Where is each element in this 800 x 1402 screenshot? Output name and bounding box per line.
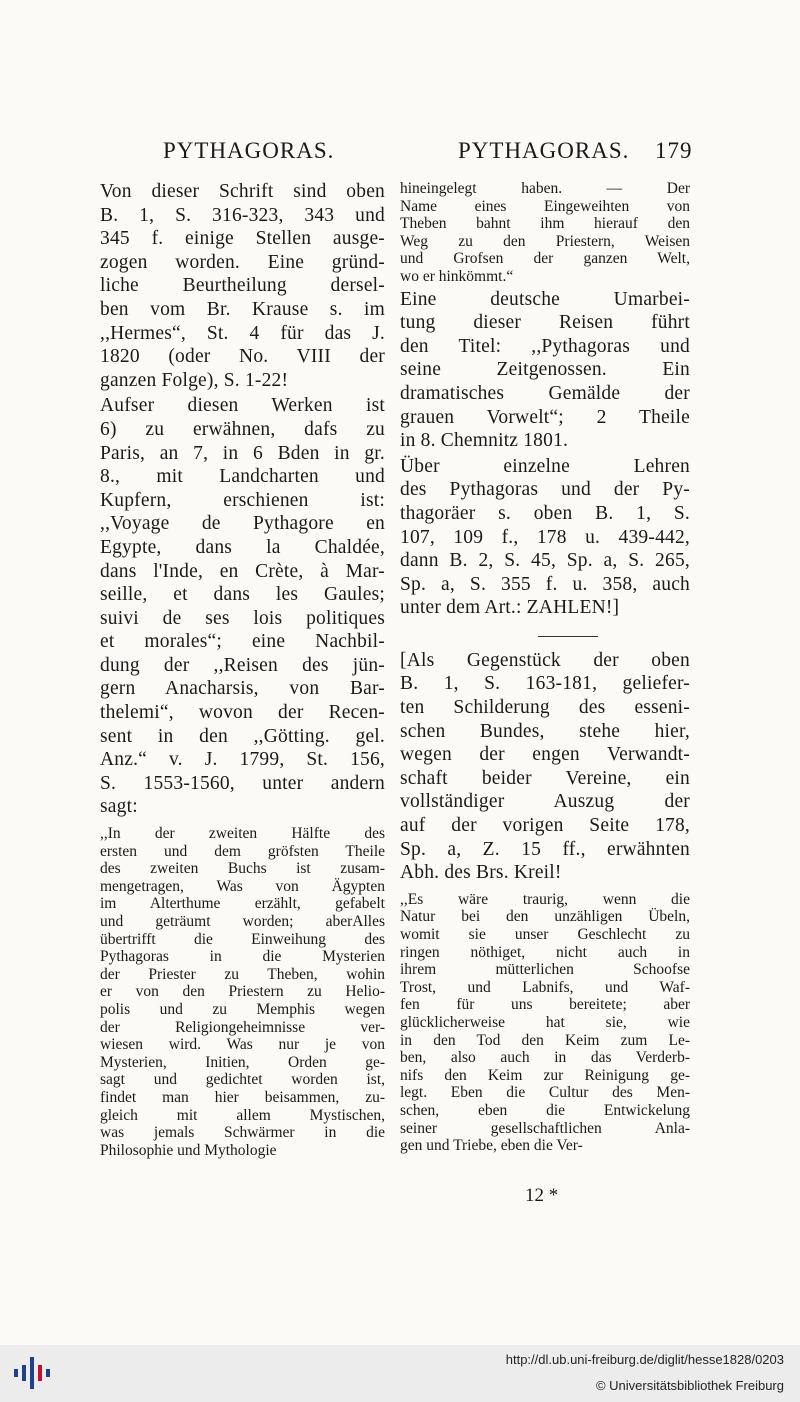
text-line: mengetragen, Was von Ägypten (100, 877, 385, 895)
text-line: gern Anacharsis, von Bar- (100, 678, 385, 700)
text-line: hineingelegt haben. — Der (400, 180, 690, 197)
text-line: wiesen wird. Was nur je von (100, 1036, 385, 1054)
text-line: gleich mit allem Mystischen, (100, 1106, 385, 1124)
text-line: ben vom Br. Krause s. im (100, 298, 385, 320)
text-line: der Religiongeheimnisse ver- (100, 1018, 385, 1036)
left-paragraph-2 (100, 394, 385, 819)
text-line: schaft beider Vereine, ein (400, 767, 690, 789)
text-line: Sp. a, S. 355 f. u. 358, auch (400, 573, 690, 595)
text-line: ,,Voyage de Pythagore en (100, 513, 385, 535)
text-line: den Titel: ,,Pythagoras und (400, 335, 690, 357)
text-line: des zweiten Buchs ist zusam- (100, 860, 385, 878)
text-line: et morales“; eine Nachbil- (100, 631, 385, 653)
text-line: nifs den Keim zur Reinigung ge- (400, 1066, 690, 1084)
text-line: in den Tod den Keim zum Le- (400, 1031, 690, 1049)
text-line: seille, et dans les Gaules; (100, 584, 385, 606)
text-line: gen und Triebe, eben die Ver- (400, 1137, 583, 1155)
library-logo-icon (12, 1355, 52, 1391)
right-quote-continuation (400, 180, 690, 286)
text-line: in 8. Chemnitz 1801. (400, 430, 569, 452)
text-line: zogen worden. Eine gründ- (100, 251, 385, 273)
text-line: thelemi“, wovon der Recen- (100, 702, 385, 724)
text-line: sagt und gedichtet worden ist, (100, 1071, 385, 1089)
text-line: des Pythagoras und der Py- (400, 479, 690, 501)
text-line: schen, eben die Entwickelung (400, 1101, 690, 1119)
text-line: unter dem Art.: ZAHLEN!] (400, 597, 620, 619)
text-line: glücklicherweise hat sie, wie (400, 1013, 690, 1031)
text-line: seiner gesellschaftlichen Anla- (400, 1119, 690, 1137)
text-line: was jemals Schwärmer in die (100, 1124, 385, 1142)
text-line: und Grofsen der ganzen Welt, (400, 250, 690, 268)
left-column (100, 180, 385, 1159)
text-line: Trost, und Labnifs, und Waf- (400, 978, 690, 996)
text-line: grauen Vorwelt“; 2 Theile (400, 406, 690, 428)
text-line: S. 1553-1560, unter andern (100, 772, 385, 794)
text-line: womit sie unser Geschlecht zu (400, 926, 690, 943)
text-line: [Als Gegenstück der oben (400, 649, 690, 671)
text-line: ringen nöthiget, nicht auch in (400, 943, 690, 961)
text-line: Egypte, dans la Chaldée, (100, 536, 385, 558)
text-line: Mysterien, Initien, Orden ge- (100, 1053, 385, 1071)
text-line: ,,In der zweiten Hälfte des (100, 825, 385, 843)
text-line: ben, also auch in das Verderb- (400, 1049, 690, 1067)
text-line: sagt: (100, 796, 138, 818)
text-line: Pythagoras in die Mysterien (100, 948, 385, 966)
right-paragraph-3 (400, 649, 690, 885)
text-line: Philosophie und Mythologie (100, 1141, 277, 1159)
text-line: ,,Hermes“, St. 4 für das J. (100, 322, 385, 344)
text-line: schen Bundes, stehe hier, (400, 720, 690, 742)
text-line: Anz.“ v. J. 1799, St. 156, (100, 749, 385, 771)
text-line: 6) zu erwähnen, dafs zu (100, 418, 385, 440)
text-line: Abh. des Brs. Kreil! (400, 862, 562, 884)
right-paragraph-1 (400, 288, 690, 453)
text-line: vollständiger Auszug der (400, 791, 690, 813)
text-line: B. 1, S. 163-181, geliefer- (400, 673, 690, 695)
text-line: Über einzelne Lehren (400, 455, 690, 477)
source-url-link[interactable]: http://dl.ub.uni-freiburg.de/diglit/hesse1828/0203 (505, 1352, 784, 1367)
text-line: sent in den ,,Götting. gel. (100, 725, 385, 747)
text-line: Name eines Eingeweihten von (400, 197, 690, 215)
text-line: ten Schilderung des esseni- (400, 697, 690, 719)
right-quote-2 (400, 891, 690, 1155)
text-line: wo er hinkömmt.“ (400, 267, 514, 285)
text-line: und geträumt worden; aberAlles (100, 913, 385, 930)
text-line: ersten und dem gröfsten Theile (100, 842, 385, 860)
text-line: dung der ,,Reisen des jün- (100, 654, 385, 676)
text-line: polis und zu Memphis wegen (100, 1000, 385, 1018)
text-line: Eine deutsche Umarbei- (400, 288, 690, 310)
text-line: dramatisches Gemälde der (400, 382, 690, 404)
text-line: 107, 109 f., 178 u. 439-442, (400, 526, 690, 548)
text-line: liche Beurtheilung dersel- (100, 275, 385, 297)
text-line: 8., mit Landcharten und (100, 466, 385, 488)
text-line: Theben bahnt ihm hierauf den (400, 215, 690, 233)
text-line: im Alterthume erzählt, gefabelt (100, 895, 385, 913)
text-line: Sp. a, Z. 15 ff., erwähnten (400, 838, 690, 860)
copyright-notice: © Universitätsbibliothek Freiburg (595, 1378, 784, 1393)
signature-mark: 12 * (525, 1185, 559, 1206)
text-line: der Priester zu Theben, wohin (100, 965, 385, 983)
header-page-number: 179 (655, 138, 693, 163)
text-line: B. 1, S. 316-323, 343 und (100, 204, 385, 226)
text-line: findet man hier beisammen, zu- (100, 1088, 385, 1106)
text-line: er von den Priestern zu Helio- (100, 983, 385, 1001)
text-line: dans l'Inde, en Crète, à Mar- (100, 560, 385, 582)
text-line: 1820 (oder No. VIII der (100, 346, 385, 368)
text-line: Natur bei den unzähligen Übeln, (400, 908, 690, 926)
text-line: suivi de ses lois politiques (100, 607, 385, 629)
text-line: auf der vorigen Seite 178, (400, 815, 690, 837)
right-paragraph-2 (400, 455, 690, 620)
text-line: tung dieser Reisen führt (400, 312, 690, 334)
text-line: Weg zu den Priestern, Weisen (400, 232, 690, 250)
text-line: Von dieser Schrift sind oben (100, 181, 385, 202)
text-line: ,,Es wäre traurig, wenn die (400, 890, 690, 908)
text-line: wegen der engen Verwandt- (400, 744, 690, 766)
text-line: Kupfern, erschienen ist: (100, 489, 385, 511)
text-line: übertrifft die Einweihung des (100, 930, 385, 948)
right-column (400, 180, 690, 1155)
header-left-title: PYTHAGORAS. (163, 138, 335, 163)
text-line: seine Zeitgenossen. Ein (400, 359, 690, 381)
text-line: dann B. 2, S. 45, Sp. a, S. 265, (400, 550, 690, 572)
header-right-title: PYTHAGORAS. (458, 138, 630, 163)
text-line: ganzen Folge), S. 1-22! (100, 369, 289, 391)
text-line: thagoräer s. oben B. 1, S. (400, 502, 690, 524)
left-paragraph-1 (100, 180, 385, 392)
text-line: fen für uns bereitete; aber (400, 996, 690, 1014)
left-quote (100, 825, 385, 1159)
text-line: ihrem mütterlichen Schoofse (400, 961, 690, 979)
text-line: Paris, an 7, in 6 Bden in gr. (100, 442, 385, 464)
text-line: legt. Eben die Cultur des Men- (400, 1084, 690, 1102)
running-header (0, 138, 800, 172)
footer-bar (0, 1345, 800, 1402)
text-line: 345 f. einige Stellen ausge- (100, 228, 385, 250)
text-line: Aufser diesen Werken ist (100, 395, 385, 417)
